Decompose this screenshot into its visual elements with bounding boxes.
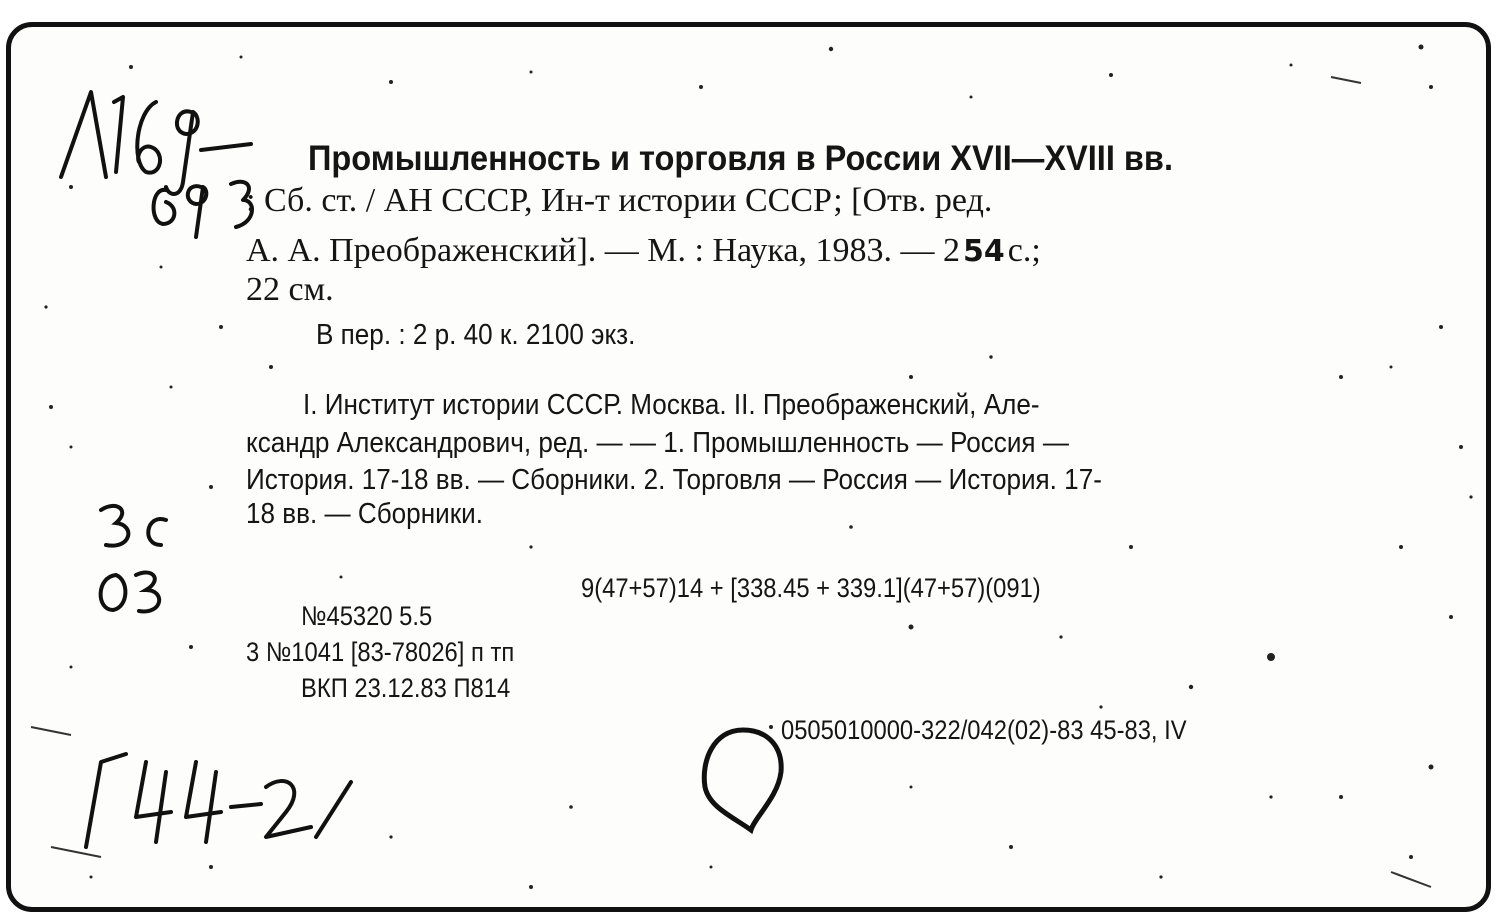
description-line-2: [246, 232, 1041, 270]
stamp-circle-mark: [693, 722, 793, 842]
description-line-2-end: с.;: [1007, 232, 1041, 269]
catalog-card: [6, 22, 1491, 912]
handwritten-bottom-code: [61, 732, 361, 862]
order-line: 3 №1041 [83-78026] п тп: [246, 637, 515, 667]
subject-line-1: I. Институт истории СССР. Москва. II. Преображенский, Але-: [303, 389, 1040, 421]
description-line-3: 22 см.: [246, 271, 334, 308]
vkp-line: ВКП 23.12.83 П814: [301, 673, 511, 703]
page-fix-handwritten: 54: [962, 234, 1005, 269]
description-line-1: : Сб. ст. / АН СССР, Ин-т истории СССР; [Отв. ред.: [246, 182, 993, 219]
subject-line-2: ксандр Александрович, ред. — — 1. Промышленность — Россия —: [246, 427, 1069, 459]
handwritten-stamp-left: [91, 495, 181, 635]
subject-line-3: История. 17-18 вв. — Сборники. 2. Торговля — Россия — История. 17-: [246, 464, 1102, 496]
price-line: В пер. : 2 р. 40 к. 2100 экз.: [316, 319, 636, 351]
catalog-number: №45320 5.5: [301, 601, 433, 631]
card-title: Промышленность и торговля в России XVII—XVIII вв.: [308, 139, 1174, 178]
subject-line-4: 18 вв. — Сборники.: [246, 498, 483, 530]
description-line-2-text: А. А. Преображенский]. — М. : Наука, 1983. — 2: [246, 232, 960, 269]
classification-index: 9(47+57)14 + [338.45 + 339.1](47+57)(091): [581, 573, 1041, 603]
index-line: 0505010000-322/042(02)-83 45-83, IV: [781, 715, 1187, 745]
